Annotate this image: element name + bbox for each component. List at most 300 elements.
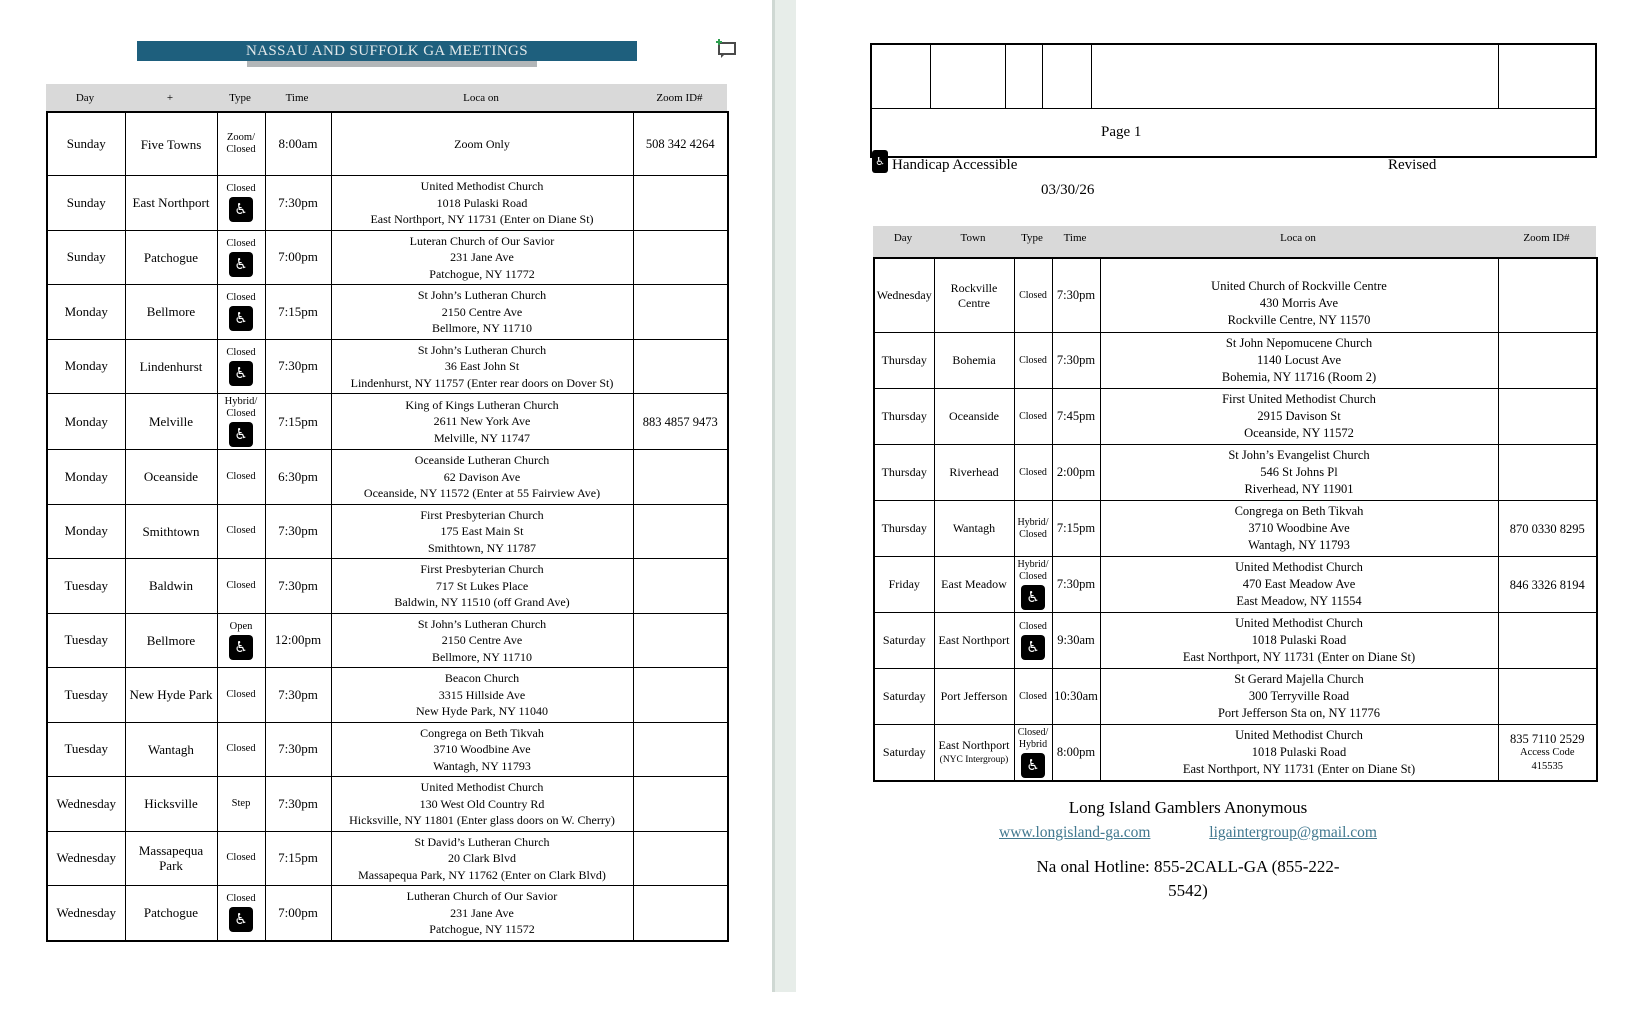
- loc-cell: [331, 504, 633, 559]
- location-line: Congrega on Beth Tikvah: [420, 725, 544, 740]
- location-line: Patchogue, NY 11572: [429, 922, 535, 936]
- location-line: Bellmore, NY 11710: [431, 649, 533, 664]
- column-header-town: Town: [960, 232, 986, 244]
- location-line: United Methodist Church: [1235, 560, 1363, 574]
- location-line: 20 Clark Blvd: [448, 851, 516, 865]
- location-line: St Gerard Majella Church: [1234, 672, 1364, 686]
- town-name: Wantagh: [148, 741, 194, 757]
- town-name: Patchogue: [143, 249, 199, 265]
- meeting-type-label: Hybrid/: [224, 396, 258, 407]
- page-number-row: [871, 109, 1596, 158]
- day-cell: Wednesday: [47, 831, 125, 886]
- location-line: 470 East Meadow Ave: [1242, 577, 1356, 591]
- meeting-type-label: Closed: [226, 183, 256, 195]
- town-name: East Northport: [132, 195, 210, 211]
- day-cell: Thursday: [874, 333, 934, 389]
- day-cell: Wednesday: [47, 777, 125, 832]
- column-header-zoom-id-: Zoom ID#: [1523, 232, 1570, 244]
- right-table-header-strip: [873, 226, 1596, 257]
- loc-cell: [331, 722, 633, 777]
- day-cell: Thursday: [874, 389, 934, 445]
- meeting-type-label: Hybrid/: [1017, 559, 1049, 570]
- location-line: 430 Morris Ave: [1259, 296, 1339, 310]
- meeting-type-label: Closed: [226, 579, 256, 591]
- loc-cell: [331, 668, 633, 723]
- meeting-type-label: Hybrid: [1018, 739, 1048, 750]
- day-cell: Thursday: [874, 501, 934, 557]
- type-cell: [1014, 613, 1052, 669]
- meeting-type-label: Closed: [1019, 528, 1047, 540]
- type-cell: [217, 112, 265, 176]
- time-cell: 7:30pm: [265, 559, 331, 614]
- day-cell: Tuesday: [47, 722, 125, 777]
- revised-date: 03/30/26: [1041, 182, 1095, 198]
- meeting-row: [47, 777, 728, 832]
- column-header-type: Type: [229, 91, 251, 104]
- zoomid-cell: [633, 450, 728, 505]
- time-cell: 7:30pm: [265, 668, 331, 723]
- type-cell: [1014, 258, 1052, 333]
- meeting-type-label: Closed: [226, 408, 256, 419]
- location-line: 36 East John St: [444, 359, 520, 373]
- location-line: 300 Terryville Road: [1248, 689, 1350, 703]
- location-line: Beacon Church: [444, 671, 520, 685]
- location-line: Lutheran Church of Our Savior: [406, 889, 558, 903]
- handicap-icon: ♿: [229, 197, 253, 222]
- location-line: Oceanside Lutheran Church: [414, 453, 550, 467]
- town-cell: [934, 258, 1014, 333]
- handicap-icon: ♿: [229, 907, 253, 932]
- time-cell: 6:30pm: [265, 450, 331, 505]
- location-line: 231 Jane Ave: [450, 905, 514, 920]
- meeting-row: [47, 504, 728, 559]
- handicap-icon: ♿: [872, 150, 888, 173]
- loc-cell: [331, 339, 633, 394]
- time-cell: 10:30am: [1052, 669, 1100, 725]
- hotline-line2: 5542): [1168, 881, 1208, 900]
- day-cell: Sunday: [47, 112, 125, 176]
- footer-links: [793, 824, 1583, 842]
- top-empty-row: [871, 44, 1596, 109]
- location-line: 3315 Hillside Ave: [438, 687, 526, 702]
- location-line: Bellmore, NY 11710: [431, 321, 533, 335]
- location-line: First United Methodist Church: [1222, 392, 1376, 406]
- meeting-row: [874, 258, 1597, 333]
- handicap-icon: ♿: [1021, 585, 1045, 610]
- handicap-legend-label: Handicap Accessible: [892, 157, 1018, 173]
- loc-cell: [1100, 333, 1498, 389]
- loc-cell: [1100, 501, 1498, 557]
- location-line: Port Jefferson Sta on, NY 11776: [1217, 706, 1381, 720]
- location-line: Hicksville, NY 11801 (Enter glass doors on W. Cherry): [349, 813, 615, 827]
- column-header-loca-on: Loca on: [1280, 232, 1316, 244]
- town-name: East Meadow: [941, 577, 1007, 591]
- meeting-row: [47, 722, 728, 777]
- meeting-row: [47, 230, 728, 285]
- location-line: First Presbyterian Church: [420, 562, 544, 576]
- time-cell: 7:30pm: [265, 722, 331, 777]
- location-line: New Hyde Park, NY 11040: [415, 704, 549, 718]
- town-name: East Northport: [938, 633, 1010, 647]
- zoomid-cell: [633, 112, 728, 176]
- meeting-type-label: Open: [229, 620, 253, 632]
- location-line: 175 East Main St: [440, 524, 524, 538]
- location-line: Patchogue, NY 11772: [429, 266, 535, 281]
- zoom-id-line: 846 3326 8194: [1509, 577, 1585, 592]
- loc-cell: [331, 777, 633, 832]
- town-subtitle: (NYC Intergroup): [939, 754, 1009, 765]
- town-cell: [934, 333, 1014, 389]
- zoomid-cell: [1498, 613, 1597, 669]
- meeting-row: [874, 613, 1597, 669]
- type-cell: [217, 668, 265, 723]
- time-cell: 7:30pm: [265, 176, 331, 231]
- location-line: St John’s Lutheran Church: [417, 342, 547, 357]
- day-cell: Sunday: [47, 230, 125, 285]
- time-cell: 7:30pm: [265, 777, 331, 832]
- meeting-row: [47, 450, 728, 505]
- town-cell: [125, 285, 217, 340]
- zoom-id-line: Access Code: [1519, 746, 1575, 758]
- loc-cell: [331, 394, 633, 450]
- type-cell: [217, 394, 265, 450]
- meeting-row: [47, 285, 728, 340]
- zoomid-cell: [633, 230, 728, 285]
- zoomid-cell: [1498, 669, 1597, 725]
- location-line: 3710 Woodbine Ave: [433, 742, 531, 756]
- location-line: Lindenhurst, NY 11757 (Enter rear doors on Dover St): [350, 375, 614, 390]
- meeting-row: [47, 112, 728, 176]
- type-cell: [217, 176, 265, 231]
- location-line: United Methodist Church: [420, 780, 544, 794]
- time-cell: 7:15pm: [265, 831, 331, 886]
- town-name: Baldwin: [148, 578, 194, 594]
- column-header-day: Day: [893, 232, 913, 244]
- town-cell: [125, 777, 217, 832]
- top-empty-cell: [871, 44, 930, 109]
- day-cell: Wednesday: [874, 258, 934, 333]
- town-cell: [934, 613, 1014, 669]
- meeting-type-label: Closed: [1019, 289, 1047, 301]
- handicap-icon: ♿: [229, 422, 253, 447]
- meeting-type-label: Closed: [226, 292, 256, 304]
- meeting-row: [47, 394, 728, 450]
- page-title: NASSAU AND SUFFOLK GA MEETINGS: [245, 43, 529, 59]
- time-cell: 2:00pm: [1052, 445, 1100, 501]
- town-name: Oceanside: [949, 409, 999, 423]
- day-cell: Tuesday: [47, 559, 125, 614]
- town-cell: [125, 339, 217, 394]
- loc-cell: [331, 112, 633, 176]
- day-cell: Wednesday: [47, 886, 125, 941]
- meeting-type-label: Closed: [1019, 621, 1047, 632]
- meeting-row: [874, 725, 1597, 782]
- town-cell: [934, 669, 1014, 725]
- town-name: Bellmore: [146, 304, 196, 320]
- type-cell: [1014, 445, 1052, 501]
- location-line: Congrega on Beth Tikvah: [1234, 504, 1364, 518]
- zoomid-cell: [633, 777, 728, 832]
- zoom-id-line: 883 4857 9473: [642, 414, 718, 429]
- location-line: 62 Davison Ave: [443, 469, 521, 484]
- location-line: King of Kings Lutheran Church: [405, 397, 559, 412]
- location-line: Bohemia, NY 11716 (Room 2): [1221, 370, 1377, 384]
- town-name: Patchogue: [143, 905, 199, 921]
- location-line: 231 Jane Ave: [450, 250, 514, 264]
- location-line: 717 St Lukes Place: [435, 578, 529, 593]
- zoomid-cell: [633, 176, 728, 231]
- meeting-row: [47, 886, 728, 941]
- meeting-type-label: Closed: [226, 852, 256, 864]
- town-name: Melville: [148, 414, 194, 429]
- zoomid-cell: [633, 339, 728, 394]
- meeting-row: [874, 501, 1597, 557]
- meeting-row: [47, 176, 728, 231]
- location-line: Luteran Church of Our Savior: [409, 233, 555, 248]
- loc-cell: [331, 613, 633, 668]
- town-cell: [125, 176, 217, 231]
- top-empty-cell: [1498, 44, 1596, 109]
- type-cell: [1014, 557, 1052, 613]
- town-cell: [125, 722, 217, 777]
- loc-cell: [331, 559, 633, 614]
- meeting-row: [874, 389, 1597, 445]
- day-cell: Monday: [47, 339, 125, 394]
- location-line: East Northport, NY 11731 (Enter on Diane St): [1182, 762, 1416, 776]
- town-cell: [125, 112, 217, 176]
- zoomid-cell: [1498, 389, 1597, 445]
- column-header-type: Type: [1021, 232, 1043, 244]
- website-link[interactable]: www.longisland-ga.com: [999, 824, 1151, 841]
- type-cell: [217, 230, 265, 285]
- meeting-type-label: Step: [231, 797, 251, 809]
- loc-cell: [1100, 445, 1498, 501]
- type-cell: [217, 559, 265, 614]
- meeting-type-label: Closed: [226, 688, 256, 700]
- left-meetings-table: [46, 111, 729, 942]
- loc-cell: [331, 831, 633, 886]
- type-cell: [217, 722, 265, 777]
- town-cell: [934, 389, 1014, 445]
- town-cell: [125, 450, 217, 505]
- right-meetings-table: [873, 257, 1598, 782]
- town-name: Smithtown: [142, 523, 200, 539]
- meeting-row: [874, 557, 1597, 613]
- type-cell: [217, 613, 265, 668]
- loc-cell: [331, 176, 633, 231]
- town-name: Riverhead: [949, 465, 999, 479]
- meeting-type-label: Closed: [226, 144, 256, 155]
- location-line: East Meadow, NY 11554: [1236, 594, 1362, 608]
- handicap-icon: ♿: [229, 252, 253, 277]
- meeting-type-label: Closed: [226, 743, 256, 755]
- type-cell: [217, 285, 265, 340]
- type-cell: [217, 886, 265, 941]
- meeting-row: [874, 445, 1597, 501]
- zoom-id-line: 415535: [1531, 760, 1563, 772]
- document-title-block: [137, 41, 637, 67]
- zoomid-cell: [633, 722, 728, 777]
- meeting-type-label: Closed: [1019, 410, 1047, 422]
- location-line: East Northport, NY 11731 (Enter on Diane St): [370, 212, 594, 226]
- town-name: East Northport: [938, 737, 1010, 752]
- column-header-time: Time: [285, 91, 309, 104]
- top-empty-cell: [1005, 44, 1042, 109]
- loc-cell: [331, 230, 633, 285]
- handicap-icon: ♿: [229, 306, 253, 331]
- town-cell: [934, 557, 1014, 613]
- handicap-icon: ♿: [1021, 635, 1045, 660]
- location-line: 546 St Johns Pl: [1260, 465, 1338, 479]
- meeting-row: [47, 831, 728, 886]
- time-cell: 7:30pm: [265, 339, 331, 394]
- page-number-cell: [871, 109, 1596, 158]
- town-cell: [125, 230, 217, 285]
- top-empty-cell: [1091, 44, 1498, 109]
- column-header-day: Day: [75, 91, 95, 104]
- zoomid-cell: [1498, 333, 1597, 389]
- meeting-type-label: Zoom/: [227, 132, 255, 143]
- meeting-type-label: Closed: [226, 470, 256, 482]
- loc-cell: [1100, 669, 1498, 725]
- zoom-id-line: 508 342 4264: [645, 137, 715, 151]
- zoomid-cell: [633, 886, 728, 941]
- type-cell: [1014, 725, 1052, 782]
- location-line: Rockville Centre, NY 11570: [1227, 313, 1371, 327]
- day-cell: Monday: [47, 394, 125, 450]
- handicap-icon: ♿: [229, 361, 253, 386]
- meeting-type-label: Hybrid/: [1017, 516, 1049, 528]
- day-cell: Friday: [874, 557, 934, 613]
- top-header-table: [870, 43, 1597, 158]
- meeting-type-label: Closed: [226, 893, 256, 905]
- zoomid-cell: [1498, 501, 1597, 557]
- day-cell: Saturday: [874, 669, 934, 725]
- loc-cell: [1100, 258, 1498, 333]
- location-line: Wantagh, NY 11793: [433, 758, 531, 773]
- column-header-loca-on: Loca on: [463, 91, 499, 104]
- town-cell: [125, 886, 217, 941]
- email-link[interactable]: ligaintergroup@gmail.com: [1209, 824, 1377, 841]
- location-line: 130 West Old Country Rd: [419, 796, 545, 811]
- zoomid-cell: [633, 613, 728, 668]
- zoomid-cell: [633, 504, 728, 559]
- meeting-type-label: Closed/: [1017, 727, 1049, 738]
- zoomid-cell: [1498, 445, 1597, 501]
- time-cell: 12:00pm: [265, 613, 331, 668]
- handicap-icon: ♿: [229, 635, 253, 660]
- location-line: East Northport, NY 11731 (Enter on Diane St): [1182, 650, 1416, 664]
- organization-name: Long Island Gamblers Anonymous: [1068, 798, 1308, 817]
- loc-cell: [331, 285, 633, 340]
- town-cell: [125, 504, 217, 559]
- time-cell: 9:30am: [1052, 613, 1100, 669]
- town-cell: [125, 613, 217, 668]
- time-cell: 7:15pm: [1052, 501, 1100, 557]
- zoomid-cell: [633, 285, 728, 340]
- town-name: New Hyde Park: [129, 687, 213, 703]
- town-name: Lindenhurst: [139, 358, 203, 374]
- location-line: 2611 New York Ave: [433, 414, 531, 429]
- type-cell: [217, 450, 265, 505]
- location-line: St John’s Evangelist Church: [1228, 448, 1370, 462]
- day-cell: Tuesday: [47, 668, 125, 723]
- town-name: Massapequa Park: [138, 843, 204, 874]
- time-cell: 7:30pm: [1052, 333, 1100, 389]
- type-cell: [1014, 669, 1052, 725]
- loc-cell: [1100, 389, 1498, 445]
- location-line: Baldwin, NY 11510 (off Grand Ave): [394, 595, 570, 609]
- time-cell: 7:30pm: [1052, 557, 1100, 613]
- day-cell: Saturday: [874, 725, 934, 782]
- town-cell: [125, 394, 217, 450]
- type-cell: [217, 831, 265, 886]
- location-line: Oceanside, NY 11572 (Enter at 55 Fairview Ave): [363, 486, 601, 500]
- meeting-row: [47, 339, 728, 394]
- location-line: Melville, NY 11747: [433, 430, 531, 445]
- location-line: St John’s Lutheran Church: [417, 616, 547, 631]
- day-cell: Thursday: [874, 445, 934, 501]
- top-empty-cell: [930, 44, 1005, 109]
- time-cell: 7:45pm: [1052, 389, 1100, 445]
- town-name: Rockville Centre: [950, 280, 998, 310]
- type-cell: [217, 504, 265, 559]
- location-line: Smithtown, NY 11787: [427, 540, 537, 555]
- time-cell: 8:00pm: [1052, 725, 1100, 782]
- town-cell: [125, 831, 217, 886]
- meeting-row: [874, 669, 1597, 725]
- location-line: 2915 Davison St: [1257, 409, 1341, 423]
- zoomid-cell: [1498, 258, 1597, 333]
- location-line: First Presbyterian Church: [420, 507, 544, 522]
- meeting-row: [874, 333, 1597, 389]
- page-separator: [772, 0, 796, 992]
- location-line: United Church of Rockville Centre: [1211, 279, 1387, 293]
- meeting-type-label: Closed: [226, 237, 256, 249]
- time-cell: 7:30pm: [1052, 258, 1100, 333]
- hotline-line1: Na onal Hotline: 855-2CALL-GA (855-222-: [1036, 857, 1340, 876]
- loc-cell: [331, 450, 633, 505]
- type-cell: [1014, 501, 1052, 557]
- day-cell: Saturday: [874, 613, 934, 669]
- meeting-type-label: Closed: [226, 525, 256, 537]
- time-cell: 7:00pm: [265, 230, 331, 285]
- location-line: St John Nepomucene Church: [1225, 336, 1373, 350]
- type-cell: [217, 339, 265, 394]
- loc-cell: [1100, 725, 1498, 782]
- town-cell: [934, 725, 1014, 782]
- meeting-type-label: Closed: [1019, 690, 1047, 702]
- location-line: 3710 Woodbine Ave: [1248, 521, 1350, 535]
- town-cell: [934, 501, 1014, 557]
- town-cell: [125, 668, 217, 723]
- location-line: 1140 Locust Ave: [1256, 353, 1341, 367]
- meeting-type-label: Closed: [1019, 466, 1047, 478]
- town-name: Oceanside: [143, 469, 199, 485]
- loc-cell: [331, 886, 633, 941]
- column-header--: +: [166, 91, 174, 104]
- add-comment-icon[interactable]: [712, 37, 738, 64]
- location-line: 2150 Centre Ave: [441, 304, 523, 319]
- meeting-row: [47, 668, 728, 723]
- time-cell: 7:00pm: [265, 886, 331, 941]
- time-cell: 7:15pm: [265, 394, 331, 450]
- revised-label: Revised: [1388, 157, 1437, 173]
- town-name: Wantagh: [952, 521, 996, 535]
- loc-cell: [1100, 613, 1498, 669]
- location-line: Riverhead, NY 11901: [1244, 482, 1354, 496]
- day-cell: Sunday: [47, 176, 125, 231]
